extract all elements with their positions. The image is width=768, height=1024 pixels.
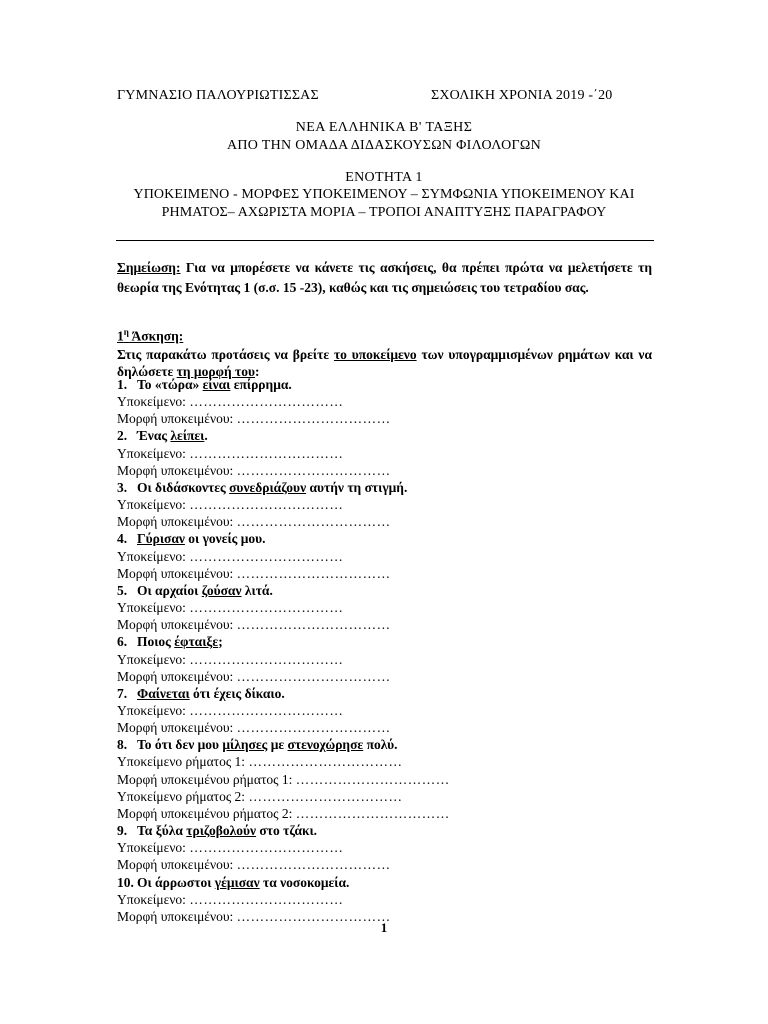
question-number: 9. bbox=[117, 823, 128, 839]
subject-answer-line bbox=[117, 548, 652, 565]
question-3 bbox=[117, 479, 652, 496]
answer-label: Μορφή υποκειμένου: bbox=[117, 720, 237, 736]
form-answer-line bbox=[117, 565, 652, 582]
answer-label: Υποκείμενο: bbox=[117, 702, 190, 718]
question-number: 1. bbox=[117, 377, 128, 392]
school-name: ΓΥΜΝΑΣΙΟ ΠΑΛΟΥΡΙΩΤΙΣΣΑΣ bbox=[117, 88, 319, 103]
question-text: ; bbox=[218, 634, 223, 650]
underlined-verb: Γύρισαν bbox=[137, 531, 185, 547]
subject-answer-line bbox=[117, 496, 652, 513]
question-4 bbox=[117, 530, 652, 547]
form-answer-line bbox=[117, 805, 652, 822]
course-title: ΝΕΑ ΕΛΛΗΝΙΚΑ Β' ΤΑΞΗΣ bbox=[295, 120, 473, 135]
note-text: Για να μπορέσετε να κάνετε τις ασκήσεις, θα πρέπει πρώτα να μελετήσετε τη θεωρία της Ενότητας 1 (σ.σ. 15 -23), καθώς και τις σημειώσεις του τετραδίου σας. bbox=[117, 260, 652, 295]
answer-label: Υποκείμενο: bbox=[117, 445, 190, 461]
question-text: λιτά. bbox=[241, 582, 273, 598]
question-text: οι γονείς μου. bbox=[184, 531, 266, 547]
underlined-verb: στενοχώρησε bbox=[287, 737, 364, 753]
question-text: ότι έχεις δίκαιο. bbox=[189, 685, 285, 701]
answer-label: Μορφή υποκειμένου: bbox=[117, 668, 237, 684]
question-text: . bbox=[204, 428, 208, 444]
exercise-title: $1^\eta$ Άσκηση: bbox=[117, 327, 184, 344]
exercise-instructions: Στις παρακάτω προτάσεις να βρείτε το υποκείμενο των υπογραμμισμένων ρημάτων και να δηλώσετε τη μορφή του: bbox=[117, 346, 652, 379]
question-number: 5. bbox=[117, 582, 128, 598]
underlined-verb: γέμισαν bbox=[214, 874, 260, 890]
answer-blank: …………………………… bbox=[236, 720, 391, 736]
exercise-header bbox=[117, 323, 652, 380]
question-text: Το ότι δεν μου bbox=[137, 737, 223, 753]
answer-blank: …………………………… bbox=[189, 651, 344, 667]
question-7 bbox=[117, 685, 652, 702]
answer-label: Μορφή υποκειμένου ρήματος 1: bbox=[117, 771, 296, 787]
subject-answer-line bbox=[117, 891, 652, 908]
form-answer-line bbox=[117, 771, 652, 788]
unit-subject: ΥΠΟΚΕΙΜΕΝΟ - ΜΟΡΦΕΣ ΥΠΟΚΕΙΜΕΝΟΥ – ΣΥΜΦΩΝΙΑ ΥΠΟΚΕΙΜΕΝΟΥ ΚΑΙ ΡΗΜΑΤΟΣ– ΑΧΩΡΙΣΤΑ ΜΟΡΙΑ – ΤΡΟΠΟΙ ΑΝΑΠΤΥΞΗΣ ΠΑΡΑΓΡΑΦΟΥ bbox=[133, 187, 635, 220]
answer-label: Μορφή υποκειμένου: bbox=[117, 617, 237, 633]
subject-answer-line bbox=[117, 702, 652, 719]
answer-blank: …………………………… bbox=[189, 497, 344, 513]
question-10 bbox=[117, 874, 652, 891]
answer-blank: …………………………… bbox=[236, 462, 391, 478]
answer-label: Υποκείμενο: bbox=[117, 548, 190, 564]
answer-label: Υποκείμενο: bbox=[117, 891, 190, 907]
question-text: Ποιος bbox=[137, 634, 175, 650]
answer-label: Μορφή υποκειμένου: bbox=[117, 908, 237, 924]
answer-label: Μορφή υποκειμένου: bbox=[117, 411, 237, 427]
question-number: 6. bbox=[117, 634, 128, 650]
note-paragraph bbox=[117, 258, 652, 298]
question-text: Οι αρχαίοι bbox=[137, 582, 202, 598]
subject-answer-line bbox=[117, 753, 652, 770]
question-text: επίρρημα. bbox=[230, 377, 292, 392]
subject-answer-line bbox=[117, 445, 652, 462]
question-6 bbox=[117, 633, 652, 650]
answer-label: Υποκείμενο: bbox=[117, 497, 190, 513]
horizontal-rule bbox=[116, 240, 654, 241]
answer-blank: …………………………… bbox=[236, 668, 391, 684]
form-answer-line bbox=[117, 410, 652, 427]
question-text: Ένας bbox=[137, 428, 171, 444]
answer-blank: …………………………… bbox=[236, 411, 391, 427]
answer-blank: …………………………… bbox=[189, 394, 344, 410]
underlined-verb: έφταιξε bbox=[174, 634, 219, 650]
answer-blank: …………………………… bbox=[189, 702, 344, 718]
unit-title: ΕΝΟΤΗΤΑ 1 bbox=[345, 170, 423, 185]
question-text: στο τζάκι. bbox=[256, 823, 318, 839]
subject-answer-line bbox=[117, 788, 652, 805]
question-number: 4. bbox=[117, 531, 128, 547]
answer-blank: …………………………… bbox=[189, 840, 344, 856]
answer-label: Υποκείμενο ρήματος 2: bbox=[117, 788, 249, 804]
subject-answer-line bbox=[117, 839, 652, 856]
form-answer-line bbox=[117, 668, 652, 685]
answer-label: Υποκείμενο: bbox=[117, 840, 190, 856]
question-text: Το «τώρα» bbox=[137, 377, 203, 392]
subject-answer-line bbox=[117, 393, 652, 410]
answer-blank: …………………………… bbox=[295, 771, 450, 787]
page-number: 1 bbox=[380, 920, 388, 935]
question-5 bbox=[117, 582, 652, 599]
underlined-verb: λείπει bbox=[170, 428, 205, 444]
form-answer-line bbox=[117, 856, 652, 873]
question-2 bbox=[117, 427, 652, 444]
answer-label: Μορφή υποκειμένου: bbox=[117, 857, 237, 873]
underlined-verb: Φαίνεται bbox=[137, 685, 190, 701]
answer-label: Υποκείμενο ρήματος 1: bbox=[117, 754, 249, 770]
answer-blank: …………………………… bbox=[189, 891, 344, 907]
underlined-verb: τριζοβολούν bbox=[186, 823, 257, 839]
question-number: 3. bbox=[117, 479, 128, 495]
authors-line: ΑΠΟ ΤΗΝ ΟΜΑΔΑ ΔΙΔΑΣΚΟΥΣΩΝ ΦΙΛΟΛΟΓΩΝ bbox=[226, 138, 542, 153]
question-text: τα νοσοκομεία. bbox=[259, 874, 350, 890]
subject-answer-line bbox=[117, 599, 652, 616]
underlined-verb: ζούσαν bbox=[201, 582, 242, 598]
question-9 bbox=[117, 822, 652, 839]
answer-label: Μορφή υποκειμένου: bbox=[117, 514, 237, 530]
subject-answer-line bbox=[117, 651, 652, 668]
question-number: 2. bbox=[117, 428, 128, 444]
answer-blank: …………………………… bbox=[189, 600, 344, 616]
answer-blank: …………………………… bbox=[236, 857, 391, 873]
question-text: αυτήν τη στιγμή. bbox=[306, 479, 408, 495]
form-answer-line bbox=[117, 513, 652, 530]
underlined-verb: μίλησες bbox=[222, 737, 268, 753]
question-number: 7. bbox=[117, 685, 128, 701]
exercise-items bbox=[117, 376, 652, 925]
note-label: Σημείωση: bbox=[117, 260, 181, 275]
answer-label: Υποκείμενο: bbox=[117, 600, 190, 616]
answer-label: Μορφή υποκειμένου: bbox=[117, 462, 237, 478]
answer-label: Μορφή υποκειμένου ρήματος 2: bbox=[117, 805, 296, 821]
question-number: 10. bbox=[117, 874, 134, 890]
form-answer-line bbox=[117, 719, 652, 736]
answer-blank: …………………………… bbox=[236, 565, 391, 581]
question-text: με bbox=[267, 737, 288, 753]
answer-label: Υποκείμενο: bbox=[117, 394, 190, 410]
question-1 bbox=[117, 376, 652, 393]
form-answer-line bbox=[117, 462, 652, 479]
answer-label: Υποκείμενο: bbox=[117, 651, 190, 667]
answer-blank: …………………………… bbox=[189, 548, 344, 564]
answer-blank: …………………………… bbox=[236, 617, 391, 633]
answer-blank: …………………………… bbox=[248, 754, 403, 770]
question-8 bbox=[117, 736, 652, 753]
school-year: ΣΧΟΛΙΚΗ ΧΡΟΝΙΑ 2019 -΄20 bbox=[431, 88, 613, 103]
answer-blank: …………………………… bbox=[189, 445, 344, 461]
underlined-verb: είναι bbox=[202, 377, 231, 392]
question-number: 8. bbox=[117, 737, 128, 753]
question-text: Οι διδάσκοντες bbox=[137, 479, 230, 495]
answer-blank: …………………………… bbox=[248, 788, 403, 804]
question-text: Οι άρρωστοι bbox=[137, 874, 215, 890]
answer-blank: …………………………… bbox=[236, 908, 391, 924]
form-answer-line bbox=[117, 616, 652, 633]
answer-blank: …………………………… bbox=[295, 805, 450, 821]
answer-label: Μορφή υποκειμένου: bbox=[117, 565, 237, 581]
question-text: πολύ. bbox=[363, 737, 398, 753]
underlined-verb: συνεδριάζουν bbox=[229, 479, 307, 495]
question-text: Τα ξύλα bbox=[137, 823, 187, 839]
answer-blank: …………………………… bbox=[236, 514, 391, 530]
